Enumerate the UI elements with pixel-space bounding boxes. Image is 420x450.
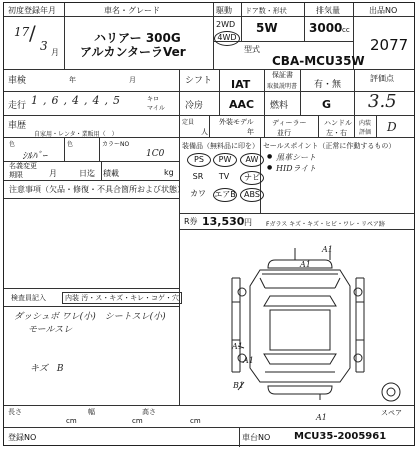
rule: [4, 180, 179, 181]
warranty-value: 有・無: [314, 80, 342, 90]
color-value: ｼﾙﾊﾞｰ: [22, 151, 47, 162]
body-outline: [250, 270, 350, 382]
damage-mark: A1: [316, 413, 327, 422]
notes-label: 注意事項（欠品・修復・不具合箇所および状態）: [9, 185, 185, 194]
car-name: ハリアー 300G: [94, 31, 181, 45]
registration-number-label: 登録NO: [8, 433, 37, 442]
rule: [4, 91, 414, 92]
car-name-label: 車名・グレード: [104, 6, 160, 15]
damage-mark: A1: [300, 260, 311, 269]
drive-label: 駆動: [216, 6, 232, 15]
transfer-deadline-label: 期限: [9, 171, 23, 179]
rule: [4, 405, 414, 406]
length-unit: cm: [66, 417, 77, 425]
history-label: 車歴: [8, 121, 27, 131]
bullet-icon: ●: [267, 153, 273, 160]
equipment-item: AW: [240, 153, 264, 167]
first-registration-label: 初度登録年月: [8, 6, 56, 15]
load-capacity-unit: kg: [164, 168, 174, 177]
rule: [264, 69, 265, 137]
door-count: 5W: [256, 21, 278, 35]
color-number-label: 色: [67, 141, 74, 148]
equipment-item: ABS: [240, 188, 264, 202]
history-type: 自家用・レンタ・業販用（ ）: [34, 131, 118, 138]
rule: [376, 115, 377, 137]
displacement-label: 排気量: [316, 6, 340, 15]
auction-sheet: [3, 2, 415, 446]
damage-mark: A1: [322, 245, 333, 254]
interior-score-label: 評価: [359, 129, 372, 136]
recycle-unit: 円: [244, 218, 252, 227]
equipment-item: TV: [218, 172, 230, 181]
manual-label: 取扱説明書: [267, 83, 298, 90]
shift-value: IAT: [231, 78, 251, 91]
fuel-label: 燃料: [270, 101, 289, 111]
chassis-number-label: 車台NO: [242, 433, 271, 442]
equipment-item: PS: [187, 153, 211, 167]
interior-score: D: [387, 120, 397, 134]
car-grade: アルカンターラVer: [80, 45, 186, 59]
rule: [318, 115, 319, 137]
dealer-label: ディーラー: [272, 119, 307, 127]
drive-2wd: 2WD: [216, 20, 236, 29]
equipment-item: カワ: [190, 189, 206, 198]
color-code: 1C0: [146, 149, 165, 159]
inspector-label: 検査員記入: [11, 294, 46, 302]
equipment-item: エアB: [213, 188, 237, 202]
inspector-note-3: キズ B: [30, 364, 64, 374]
lot-number: 2077: [370, 36, 409, 54]
damage-diagram: [180, 230, 414, 405]
bullet-icon: ●: [267, 164, 273, 171]
right-side-outline: [356, 278, 364, 372]
first-registration-month: 3: [40, 39, 48, 53]
equipment-item: SR: [192, 172, 204, 181]
rule: [101, 161, 102, 180]
inspection-month-label: 月: [129, 76, 136, 84]
damage-mark: A1: [232, 342, 243, 351]
inspector-note-2: モールスレ: [28, 325, 73, 335]
sales-point-1: 黒革シート: [276, 153, 316, 162]
score-label: 評価点: [370, 74, 394, 83]
height-unit: cm: [190, 417, 201, 425]
transfer-month-label: 月: [49, 169, 57, 178]
lot-number-label: 出品NO: [369, 6, 398, 15]
mileage-value: 1,6,4,4,5: [31, 94, 125, 107]
mileage-label: 走行: [8, 101, 27, 111]
mileage-unit-km: キロ: [147, 96, 160, 103]
slash-mark: /: [29, 21, 36, 45]
rule: [4, 69, 414, 70]
damage-legend: Fガラス キズ・キズ・ヒビ・ワレ・リペア跡: [266, 221, 385, 228]
first-registration-year: 17: [14, 25, 30, 39]
load-capacity-label: 積載: [103, 169, 119, 178]
width-unit: cm: [132, 417, 143, 425]
rear-bumper-outline: [268, 386, 332, 394]
damage-mark: B1: [233, 381, 244, 390]
handle-value: 左・右: [326, 129, 347, 137]
dealer-value: 並行: [277, 129, 291, 137]
color-label: 色: [9, 141, 16, 148]
equipment-label: 装備品（無料品に印を）: [182, 142, 259, 150]
warranty-label: 保証書: [272, 71, 293, 79]
transfer-label: 名義変更: [9, 162, 37, 170]
color-code-label: カラーNO: [102, 141, 130, 148]
transfer-day-label: 日迄: [79, 169, 95, 178]
equipment-item: ナビ: [240, 171, 264, 185]
first-registration-month-unit: 月: [51, 48, 59, 57]
sales-point-2: HIDライト: [276, 164, 317, 173]
length-label: 長さ: [8, 408, 22, 416]
inspection-year-label: 年: [69, 76, 76, 84]
rule: [179, 213, 414, 214]
rule: [4, 427, 414, 428]
rule: [4, 198, 179, 199]
chassis-number: MCU35-2005961: [294, 431, 387, 442]
handle-label: ハンドル: [324, 119, 352, 127]
rule: [64, 3, 65, 69]
model-type: CBA-MCU35W: [272, 54, 365, 68]
rule: [354, 69, 355, 137]
shift-label: シフト: [185, 76, 213, 86]
capacity-label: 定員: [182, 119, 195, 126]
rule: [4, 288, 179, 289]
inspector-note-1: ダッシュボ ワレ(小) シートスレ(小): [14, 312, 166, 322]
exterior-model-label: 外装モデル: [219, 118, 254, 126]
displacement: 3000: [309, 21, 343, 35]
ac-label: 冷房: [185, 101, 204, 111]
displacement-unit: cc: [342, 26, 350, 34]
score-value: 3.5: [368, 91, 397, 112]
drive-4wd-circled: 4WD: [214, 31, 240, 46]
equipment-item: PW: [213, 153, 237, 167]
door-label: ドア数・形状: [245, 7, 287, 15]
ac-value: AAC: [229, 98, 255, 111]
mileage-unit-mile: マイル: [147, 105, 165, 112]
exterior-model-value: 年: [247, 128, 254, 136]
rule: [64, 137, 65, 161]
width-label: 幅: [88, 408, 95, 416]
rule: [4, 306, 179, 307]
fuel-value: G: [322, 98, 332, 111]
rule: [219, 69, 220, 115]
capacity-unit: 人: [201, 128, 208, 136]
recycle-label: R券: [184, 217, 198, 226]
height-label: 高さ: [142, 408, 156, 416]
model-type-label: 型式: [244, 45, 260, 54]
interior-condition-options: 内装 汚・ス・キズ・キレ・コゲ・穴: [62, 292, 182, 304]
rule: [209, 115, 210, 137]
rule: [304, 3, 305, 41]
recycle-amount: 13,530: [202, 215, 245, 228]
rule: [99, 137, 100, 161]
rule: [241, 3, 242, 41]
spare-tire-label: スペア: [381, 409, 402, 417]
sales-point-label: セールスポイント（正常に作動するもの）: [263, 142, 396, 150]
rule: [300, 69, 301, 115]
damage-mark: A1: [243, 356, 254, 365]
rule: [239, 427, 240, 447]
interior-label: 内装: [359, 120, 372, 127]
inspection-label: 車検: [8, 76, 27, 86]
